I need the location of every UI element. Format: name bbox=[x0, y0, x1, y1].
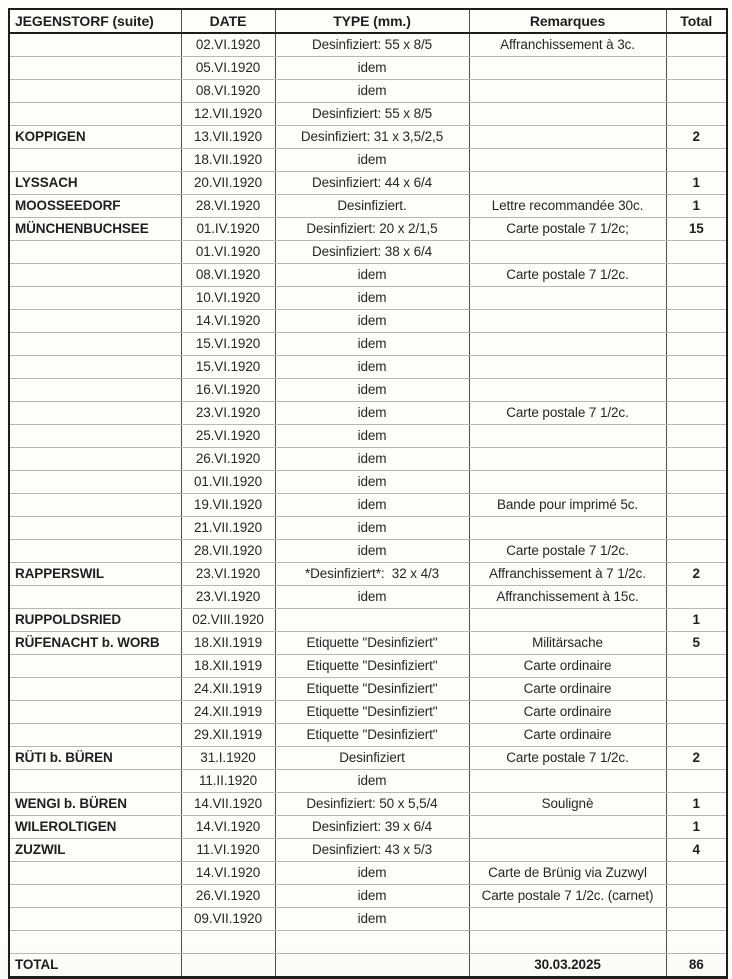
remarks-cell bbox=[469, 310, 666, 333]
table-row bbox=[9, 448, 727, 471]
date-cell: 02.VI.1920 bbox=[181, 33, 275, 57]
table-row bbox=[9, 632, 727, 655]
date-cell: 13.VII.1920 bbox=[181, 126, 275, 149]
type-cell: Desinfiziert: 39 x 6/4 bbox=[275, 816, 469, 839]
table-row bbox=[9, 563, 727, 586]
total-cell: 5 bbox=[666, 632, 727, 655]
table-row bbox=[9, 241, 727, 264]
table-row bbox=[9, 172, 727, 195]
total-cell bbox=[666, 862, 727, 885]
total-cell bbox=[666, 931, 727, 954]
place-cell bbox=[9, 908, 181, 931]
table-row bbox=[9, 287, 727, 310]
remarks-cell bbox=[469, 448, 666, 471]
table-row bbox=[9, 356, 727, 379]
place-cell bbox=[9, 448, 181, 471]
date-cell: 05.VI.1920 bbox=[181, 57, 275, 80]
date-cell: 18.VII.1920 bbox=[181, 149, 275, 172]
total-cell bbox=[666, 701, 727, 724]
type-cell: Etiquette "Desinfiziert" bbox=[275, 701, 469, 724]
total-cell bbox=[666, 540, 727, 563]
date-cell: 28.VI.1920 bbox=[181, 195, 275, 218]
date-cell: 14.VI.1920 bbox=[181, 816, 275, 839]
place-cell bbox=[9, 103, 181, 126]
type-cell: idem bbox=[275, 333, 469, 356]
type-cell: Etiquette "Desinfiziert" bbox=[275, 655, 469, 678]
place-cell bbox=[9, 540, 181, 563]
place-cell: WENGI b. BÜREN bbox=[9, 793, 181, 816]
header-row bbox=[9, 9, 727, 33]
place-cell bbox=[9, 287, 181, 310]
table-row bbox=[9, 333, 727, 356]
total-type-cell bbox=[275, 954, 469, 978]
type-cell: Desinfiziert: 43 x 5/3 bbox=[275, 839, 469, 862]
type-cell: idem bbox=[275, 770, 469, 793]
remarks-cell: Affranchissement à 15c. bbox=[469, 586, 666, 609]
date-cell: 20.VII.1920 bbox=[181, 172, 275, 195]
place-cell bbox=[9, 724, 181, 747]
table-row bbox=[9, 379, 727, 402]
remarks-cell: Carte postale 7 1/2c. bbox=[469, 264, 666, 287]
table-row bbox=[9, 126, 727, 149]
date-cell: 09.VII.1920 bbox=[181, 908, 275, 931]
date-cell: 21.VII.1920 bbox=[181, 517, 275, 540]
remarks-cell: Affranchissement à 7 1/2c. bbox=[469, 563, 666, 586]
total-cell: 4 bbox=[666, 839, 727, 862]
table-row bbox=[9, 195, 727, 218]
table-row bbox=[9, 816, 727, 839]
table-row bbox=[9, 839, 727, 862]
remarks-cell: Carte postale 7 1/2c. bbox=[469, 540, 666, 563]
table-row bbox=[9, 655, 727, 678]
place-cell: LYSSACH bbox=[9, 172, 181, 195]
place-cell bbox=[9, 770, 181, 793]
grand-total: 86 bbox=[666, 954, 727, 978]
date-cell: 23.VI.1920 bbox=[181, 563, 275, 586]
total-cell: 1 bbox=[666, 816, 727, 839]
date-cell: 02.VIII.1920 bbox=[181, 609, 275, 632]
place-cell bbox=[9, 678, 181, 701]
table-row bbox=[9, 57, 727, 80]
total-cell bbox=[666, 425, 727, 448]
remarks-cell: Carte ordinaire bbox=[469, 678, 666, 701]
place-cell bbox=[9, 80, 181, 103]
total-cell bbox=[666, 241, 727, 264]
remarks-cell bbox=[469, 356, 666, 379]
type-cell: idem bbox=[275, 287, 469, 310]
type-cell: Desinfiziert: 50 x 5,5/4 bbox=[275, 793, 469, 816]
header-remarques: Remarques bbox=[469, 9, 666, 33]
place-cell: RÜFENACHT b. WORB bbox=[9, 632, 181, 655]
place-cell: RAPPERSWIL bbox=[9, 563, 181, 586]
place-cell bbox=[9, 310, 181, 333]
type-cell: *Desinfiziert*: 32 x 4/3 bbox=[275, 563, 469, 586]
place-cell bbox=[9, 517, 181, 540]
total-cell bbox=[666, 333, 727, 356]
date-cell: 01.IV.1920 bbox=[181, 218, 275, 241]
remarks-cell bbox=[469, 126, 666, 149]
table-row bbox=[9, 33, 727, 57]
total-cell bbox=[666, 287, 727, 310]
type-cell: idem bbox=[275, 471, 469, 494]
table-row bbox=[9, 747, 727, 770]
date-cell: 24.XII.1919 bbox=[181, 701, 275, 724]
place-cell: WILEROLTIGEN bbox=[9, 816, 181, 839]
place-cell: MOOSSEEDORF bbox=[9, 195, 181, 218]
total-cell bbox=[666, 586, 727, 609]
date-cell: 15.VI.1920 bbox=[181, 333, 275, 356]
date-cell: 26.VI.1920 bbox=[181, 448, 275, 471]
date-cell: 16.VI.1920 bbox=[181, 379, 275, 402]
place-cell bbox=[9, 885, 181, 908]
date-cell: 10.VI.1920 bbox=[181, 287, 275, 310]
type-cell: idem bbox=[275, 379, 469, 402]
date-cell: 19.VII.1920 bbox=[181, 494, 275, 517]
type-cell: idem bbox=[275, 540, 469, 563]
total-cell bbox=[666, 379, 727, 402]
place-cell bbox=[9, 241, 181, 264]
date-cell: 08.VI.1920 bbox=[181, 80, 275, 103]
type-cell: idem bbox=[275, 402, 469, 425]
total-cell: 2 bbox=[666, 126, 727, 149]
remarks-cell: Carte postale 7 1/2c; bbox=[469, 218, 666, 241]
total-cell bbox=[666, 770, 727, 793]
remarks-cell bbox=[469, 80, 666, 103]
header-date: DATE bbox=[181, 9, 275, 33]
place-cell: RUPPOLDSRIED bbox=[9, 609, 181, 632]
table-row bbox=[9, 80, 727, 103]
table-row bbox=[9, 609, 727, 632]
table-row bbox=[9, 264, 727, 287]
total-cell bbox=[666, 149, 727, 172]
header-total: Total bbox=[666, 9, 727, 33]
type-cell: idem bbox=[275, 310, 469, 333]
date-cell: 08.VI.1920 bbox=[181, 264, 275, 287]
total-label: TOTAL bbox=[9, 954, 181, 978]
remarks-cell: Affranchissement à 3c. bbox=[469, 33, 666, 57]
date-cell: 14.VI.1920 bbox=[181, 310, 275, 333]
remarks-cell bbox=[469, 241, 666, 264]
place-cell bbox=[9, 57, 181, 80]
total-cell bbox=[666, 33, 727, 57]
place-cell: KOPPIGEN bbox=[9, 126, 181, 149]
type-cell: Desinfiziert: 38 x 6/4 bbox=[275, 241, 469, 264]
date-cell bbox=[181, 931, 275, 954]
remarks-cell bbox=[469, 379, 666, 402]
remarks-cell bbox=[469, 770, 666, 793]
remarks-cell bbox=[469, 609, 666, 632]
place-cell: RÜTI b. BÜREN bbox=[9, 747, 181, 770]
date-cell: 01.VII.1920 bbox=[181, 471, 275, 494]
place-cell bbox=[9, 425, 181, 448]
total-cell bbox=[666, 494, 727, 517]
total-date-cell bbox=[181, 954, 275, 978]
remarks-cell: Militärsache bbox=[469, 632, 666, 655]
remarks-cell bbox=[469, 517, 666, 540]
remarks-cell: Lettre recommandée 30c. bbox=[469, 195, 666, 218]
total-remarks-date: 30.03.2025 bbox=[469, 954, 666, 978]
table-row bbox=[9, 586, 727, 609]
type-cell: Desinfiziert: 44 x 6/4 bbox=[275, 172, 469, 195]
type-cell: Desinfiziert. bbox=[275, 195, 469, 218]
total-cell bbox=[666, 908, 727, 931]
remarks-cell bbox=[469, 287, 666, 310]
date-cell: 01.VI.1920 bbox=[181, 241, 275, 264]
table-row bbox=[9, 931, 727, 954]
remarks-cell bbox=[469, 57, 666, 80]
date-cell: 14.VII.1920 bbox=[181, 793, 275, 816]
total-cell: 1 bbox=[666, 609, 727, 632]
type-cell: Desinfiziert: 55 x 8/5 bbox=[275, 103, 469, 126]
type-cell: idem bbox=[275, 448, 469, 471]
table-row bbox=[9, 425, 727, 448]
remarks-cell bbox=[469, 839, 666, 862]
total-cell: 2 bbox=[666, 563, 727, 586]
total-cell bbox=[666, 264, 727, 287]
total-cell bbox=[666, 448, 727, 471]
total-cell bbox=[666, 655, 727, 678]
place-cell bbox=[9, 379, 181, 402]
remarks-cell bbox=[469, 425, 666, 448]
table-row bbox=[9, 862, 727, 885]
table-row bbox=[9, 218, 727, 241]
total-cell: 2 bbox=[666, 747, 727, 770]
table-row bbox=[9, 770, 727, 793]
total-cell bbox=[666, 724, 727, 747]
place-cell bbox=[9, 333, 181, 356]
date-cell: 11.VI.1920 bbox=[181, 839, 275, 862]
table-row bbox=[9, 494, 727, 517]
total-cell bbox=[666, 103, 727, 126]
remarks-cell bbox=[469, 471, 666, 494]
remarks-cell: Carte de Brünig via Zuzwyl bbox=[469, 862, 666, 885]
type-cell: idem bbox=[275, 425, 469, 448]
table-row bbox=[9, 517, 727, 540]
total-cell bbox=[666, 402, 727, 425]
total-row bbox=[9, 954, 727, 978]
place-cell bbox=[9, 586, 181, 609]
table-row bbox=[9, 103, 727, 126]
total-cell bbox=[666, 80, 727, 103]
table-row bbox=[9, 540, 727, 563]
place-cell bbox=[9, 402, 181, 425]
remarks-cell bbox=[469, 149, 666, 172]
remarks-cell: Carte postale 7 1/2c. bbox=[469, 747, 666, 770]
table-row bbox=[9, 724, 727, 747]
remarks-cell bbox=[469, 816, 666, 839]
date-cell: 12.VII.1920 bbox=[181, 103, 275, 126]
type-cell: Desinfiziert: 31 x 3,5/2,5 bbox=[275, 126, 469, 149]
date-cell: 23.VI.1920 bbox=[181, 402, 275, 425]
header-type: TYPE (mm.) bbox=[275, 9, 469, 33]
date-cell: 31.I.1920 bbox=[181, 747, 275, 770]
type-cell: Desinfiziert: 55 x 8/5 bbox=[275, 33, 469, 57]
total-cell: 1 bbox=[666, 195, 727, 218]
remarks-cell bbox=[469, 333, 666, 356]
table-row bbox=[9, 402, 727, 425]
place-cell bbox=[9, 149, 181, 172]
remarks-cell bbox=[469, 103, 666, 126]
place-cell bbox=[9, 471, 181, 494]
remarks-cell: Bande pour imprimé 5c. bbox=[469, 494, 666, 517]
total-cell bbox=[666, 517, 727, 540]
remarks-cell: Carte ordinaire bbox=[469, 655, 666, 678]
table-row bbox=[9, 885, 727, 908]
table-row bbox=[9, 678, 727, 701]
table-row bbox=[9, 149, 727, 172]
remarks-cell: Carte postale 7 1/2c. bbox=[469, 402, 666, 425]
place-cell: ZUZWIL bbox=[9, 839, 181, 862]
table-row bbox=[9, 908, 727, 931]
total-cell bbox=[666, 356, 727, 379]
place-cell bbox=[9, 655, 181, 678]
table-row bbox=[9, 793, 727, 816]
date-cell: 25.VI.1920 bbox=[181, 425, 275, 448]
total-cell: 1 bbox=[666, 793, 727, 816]
remarks-cell: Carte ordinaire bbox=[469, 724, 666, 747]
table-row bbox=[9, 701, 727, 724]
table-row bbox=[9, 310, 727, 333]
remarks-cell bbox=[469, 908, 666, 931]
remarks-cell: Soulignè bbox=[469, 793, 666, 816]
type-cell: idem bbox=[275, 908, 469, 931]
date-cell: 18.XII.1919 bbox=[181, 655, 275, 678]
header-place: JEGENSTORF (suite) bbox=[9, 9, 181, 33]
type-cell: idem bbox=[275, 57, 469, 80]
type-cell: Desinfiziert: 20 x 2/1,5 bbox=[275, 218, 469, 241]
type-cell: Etiquette "Desinfiziert" bbox=[275, 724, 469, 747]
date-cell: 18.XII.1919 bbox=[181, 632, 275, 655]
type-cell: idem bbox=[275, 885, 469, 908]
table-body bbox=[9, 33, 727, 954]
date-cell: 29.XII.1919 bbox=[181, 724, 275, 747]
type-cell: idem bbox=[275, 494, 469, 517]
date-cell: 24.XII.1919 bbox=[181, 678, 275, 701]
date-cell: 14.VI.1920 bbox=[181, 862, 275, 885]
disinfection-records-table bbox=[8, 8, 728, 979]
place-cell: MÜNCHENBUCHSEE bbox=[9, 218, 181, 241]
place-cell bbox=[9, 701, 181, 724]
total-cell bbox=[666, 678, 727, 701]
total-cell bbox=[666, 471, 727, 494]
date-cell: 15.VI.1920 bbox=[181, 356, 275, 379]
remarks-cell bbox=[469, 172, 666, 195]
remarks-cell bbox=[469, 931, 666, 954]
total-cell bbox=[666, 57, 727, 80]
type-cell: idem bbox=[275, 862, 469, 885]
place-cell bbox=[9, 494, 181, 517]
remarks-cell: Carte ordinaire bbox=[469, 701, 666, 724]
type-cell: idem bbox=[275, 356, 469, 379]
date-cell: 23.VI.1920 bbox=[181, 586, 275, 609]
type-cell: Etiquette "Desinfiziert" bbox=[275, 678, 469, 701]
type-cell: idem bbox=[275, 264, 469, 287]
total-cell: 15 bbox=[666, 218, 727, 241]
total-cell: 1 bbox=[666, 172, 727, 195]
date-cell: 26.VI.1920 bbox=[181, 885, 275, 908]
type-cell bbox=[275, 609, 469, 632]
date-cell: 28.VII.1920 bbox=[181, 540, 275, 563]
type-cell: idem bbox=[275, 517, 469, 540]
place-cell bbox=[9, 356, 181, 379]
type-cell: idem bbox=[275, 586, 469, 609]
type-cell: Desinfiziert bbox=[275, 747, 469, 770]
place-cell bbox=[9, 33, 181, 57]
table-row bbox=[9, 471, 727, 494]
date-cell: 11.II.1920 bbox=[181, 770, 275, 793]
total-cell bbox=[666, 310, 727, 333]
type-cell bbox=[275, 931, 469, 954]
type-cell: idem bbox=[275, 149, 469, 172]
place-cell bbox=[9, 862, 181, 885]
type-cell: Etiquette "Desinfiziert" bbox=[275, 632, 469, 655]
remarks-cell: Carte postale 7 1/2c. (carnet) bbox=[469, 885, 666, 908]
place-cell bbox=[9, 931, 181, 954]
place-cell bbox=[9, 264, 181, 287]
total-cell bbox=[666, 885, 727, 908]
type-cell: idem bbox=[275, 80, 469, 103]
